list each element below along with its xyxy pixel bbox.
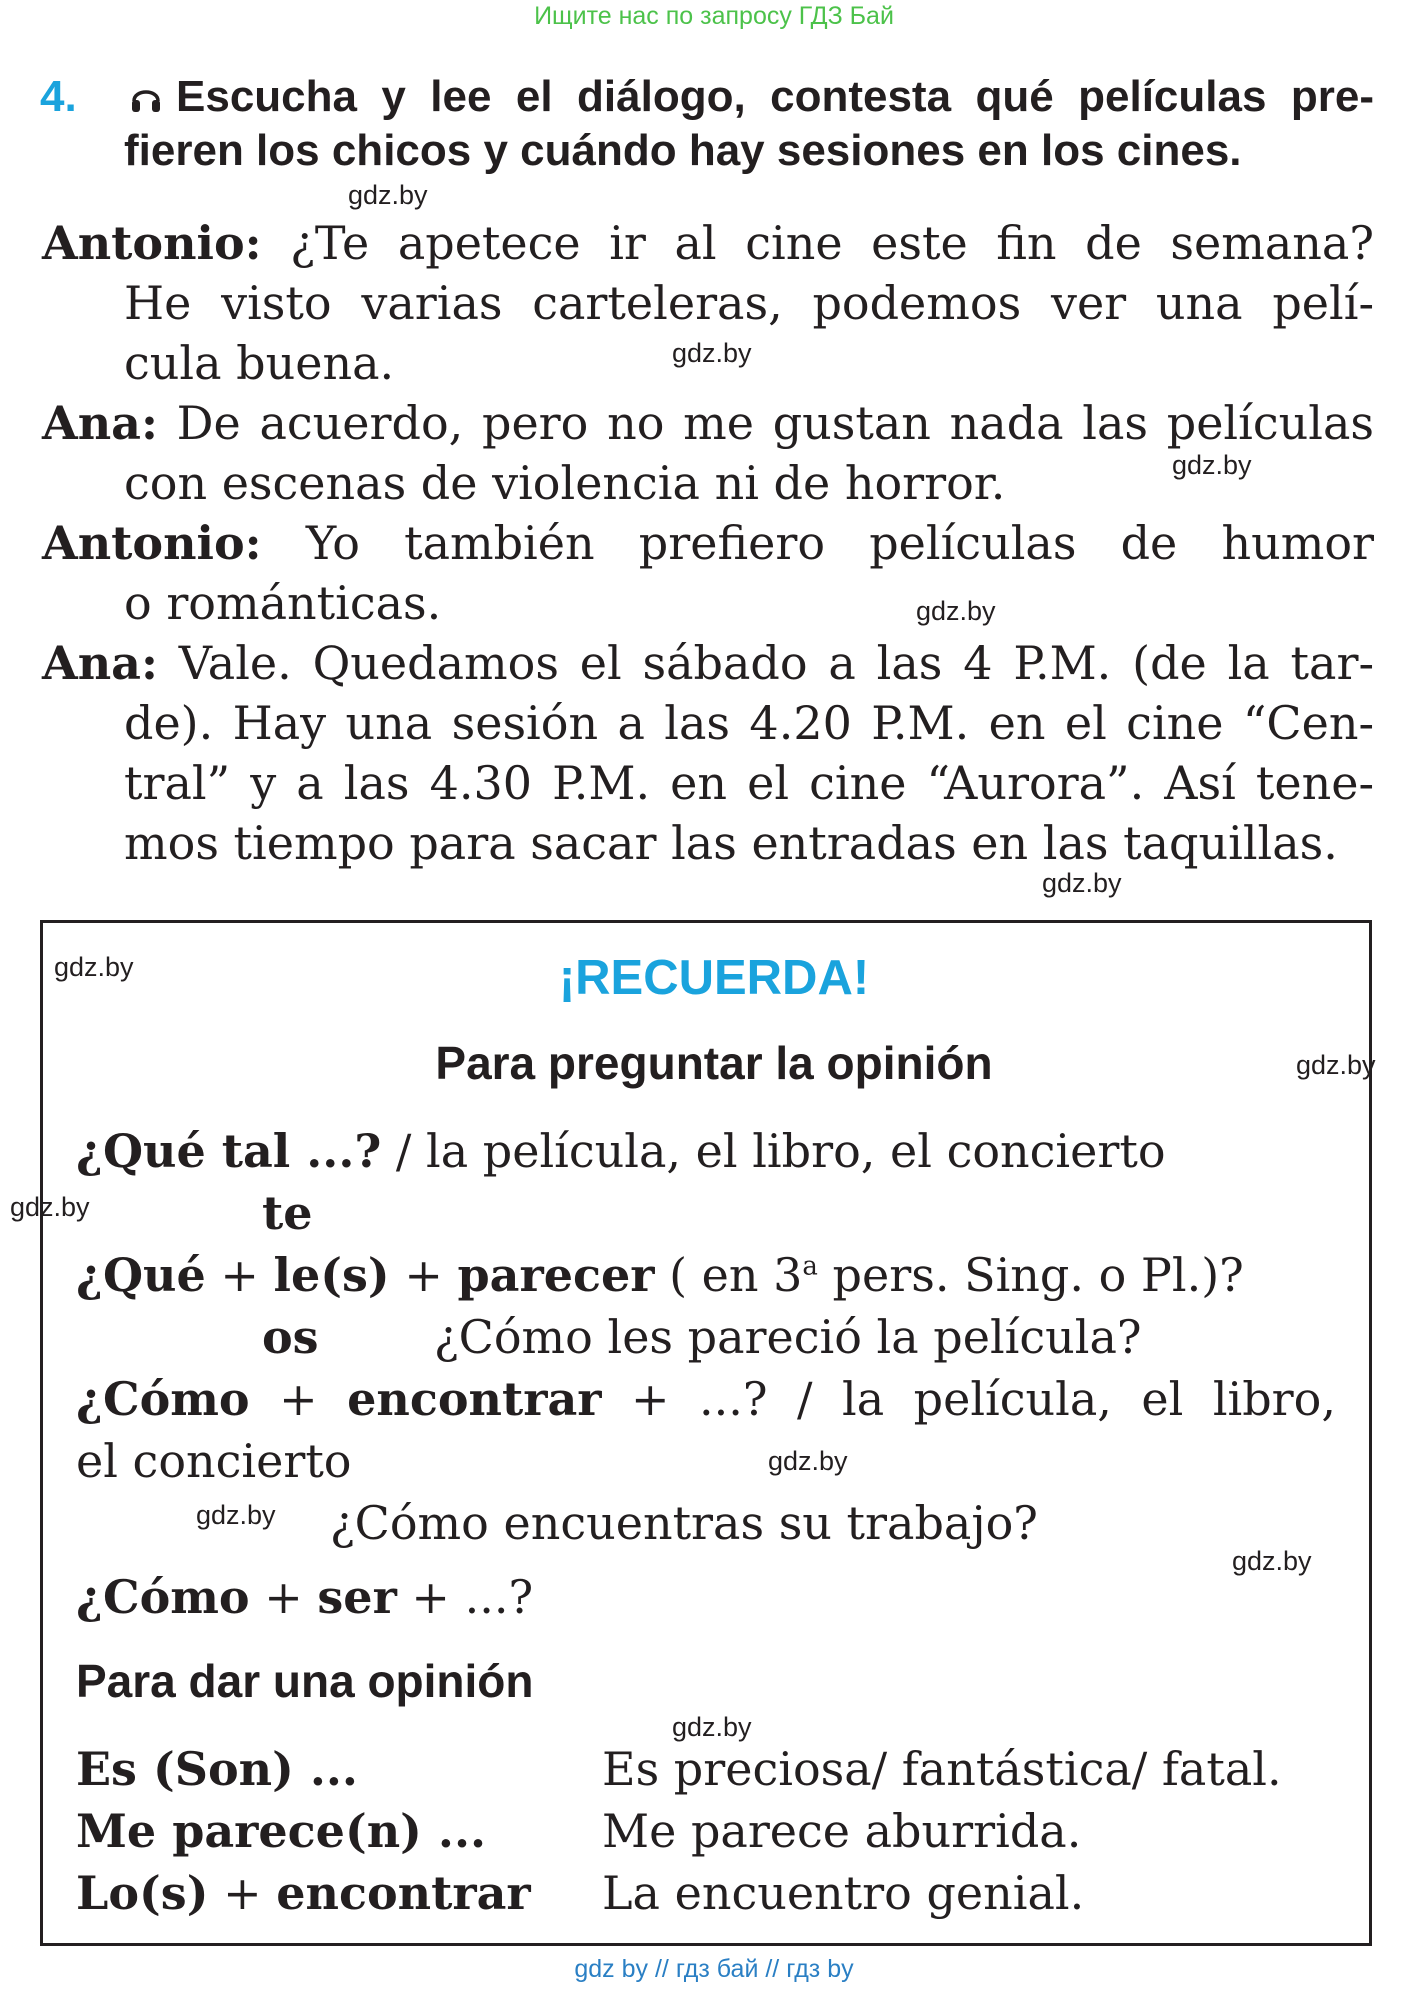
watermark: gdz.by [54,952,134,982]
give-pattern [76,1866,531,1920]
dialogue-line [42,636,1374,690]
superscript: a [802,1251,818,1282]
dialogue-line [42,516,1374,570]
headphones-icon [130,81,162,115]
pattern-text: ¿Qué [76,1248,206,1302]
pattern-text: ¿Qué tal ...? [76,1124,382,1178]
watermark: gdz.by [1296,1050,1376,1080]
watermark: gdz.by [768,1446,848,1476]
speaker-name: Antonio: [42,216,262,270]
give-opinion-heading: Para dar una opinión [76,1655,534,1707]
ask-pattern-parecer [76,1248,1244,1302]
dialogue-line: mos tiempo para sacar las entradas en las taquillas. [124,816,1338,870]
ask-opinion-heading: Para preguntar la opinión [435,1037,993,1089]
pattern-text: ¿Cómo [76,1372,250,1426]
dialogue-text: De acuerdo, pero no me gustan nada las películas [176,396,1374,450]
ask-pattern-encontrar [76,1372,1336,1426]
plus-sign: + [389,1248,458,1302]
ask-pattern-ser [76,1570,533,1624]
watermark: gdz.by [1042,868,1122,898]
watermark: gdz.by [672,1712,752,1742]
plus-sign: + [205,1248,274,1302]
pattern-text: Lo(s) [76,1866,209,1920]
plus-sign: + [208,1866,277,1920]
pattern-text: ¿Cómo [76,1570,250,1624]
give-pattern: Es (Son) ... [76,1742,358,1796]
watermark: gdz.by [916,596,996,626]
exercise-number: 4. [40,72,77,121]
give-example: Es preciosa/ fantástica/ fatal. [602,1742,1282,1796]
pattern-text: encontrar [276,1866,531,1920]
pronoun-te: te [262,1186,313,1240]
example-sentence: ¿Cómo encuentras su trabajo? [330,1496,1038,1550]
speaker-name: Antonio: [42,516,262,570]
pattern-examples-cont: el concierto [76,1434,352,1488]
dialogue-line [42,216,1374,270]
dialogue-text: ¿Te apetece ir al cine este fin de semana? [290,216,1374,270]
top-note: Ищите нас по запросу ГДЗ Бай [534,2,894,30]
speaker-name: Ana: [42,396,158,450]
footer-watermark: gdz by // гдз бай // гдз by [574,1955,854,1983]
dialogue-line: He visto varias carteleras, podemos ver una pelí- [124,276,1374,330]
speaker-name: Ana: [42,636,158,690]
dialogue-text: Yo también prefiero películas de humor [305,516,1375,570]
dialogue-line: tral” y a las 4.30 P.M. en el cine “Aurora”. Así tene- [124,756,1374,810]
pattern-note: pers. Sing. o Pl.)? [817,1248,1244,1302]
pattern-examples: / la película, el libro, el concierto [381,1124,1166,1178]
dialogue-line: o románticas. [124,576,442,630]
give-example: Me parece aburrida. [602,1804,1082,1858]
dialogue-line: cula buena. [124,336,395,390]
pattern-examples: + ...? / la película, el libro, [601,1372,1336,1426]
watermark: gdz.by [196,1500,276,1530]
pattern-text: le(s) [273,1248,390,1302]
ask-pattern-que-tal [76,1124,1166,1178]
watermark: gdz.by [1172,450,1252,480]
pronoun-os: os [262,1310,319,1364]
example-sentence: ¿Cómo les pareció la película? [434,1310,1142,1364]
watermark: gdz.by [1232,1546,1312,1576]
pattern-text: encontrar [347,1372,602,1426]
give-pattern: Me parece(n) ... [76,1804,486,1858]
instruction-line-1: Escucha y lee el diálogo, contesta qué películas pre- [176,72,1374,121]
recuerda-title: ¡RECUERDA! [558,951,870,1005]
watermark: gdz.by [348,180,428,210]
pattern-text: + ...? [396,1570,534,1624]
plus-sign: + [249,1372,348,1426]
plus-sign: + [249,1570,318,1624]
dialogue-line [42,396,1374,450]
instruction-line-2: fieren los chicos y cuándo hay sesiones en los cines. [124,126,1242,175]
pattern-note: ( en 3 [654,1248,803,1302]
give-example: La encuentro genial. [602,1866,1085,1920]
watermark: gdz.by [10,1192,90,1222]
dialogue-line: de). Hay una sesión a las 4.20 P.M. en el cine “Cen- [124,696,1374,750]
watermark: gdz.by [672,338,752,368]
dialogue-text: Vale. Quedamos el sábado a las 4 P.M. (de la tar- [178,636,1374,690]
pattern-text: parecer [457,1248,655,1302]
pattern-text: ser [317,1570,397,1624]
dialogue-line: con escenas de violencia ni de horror. [124,456,1006,510]
